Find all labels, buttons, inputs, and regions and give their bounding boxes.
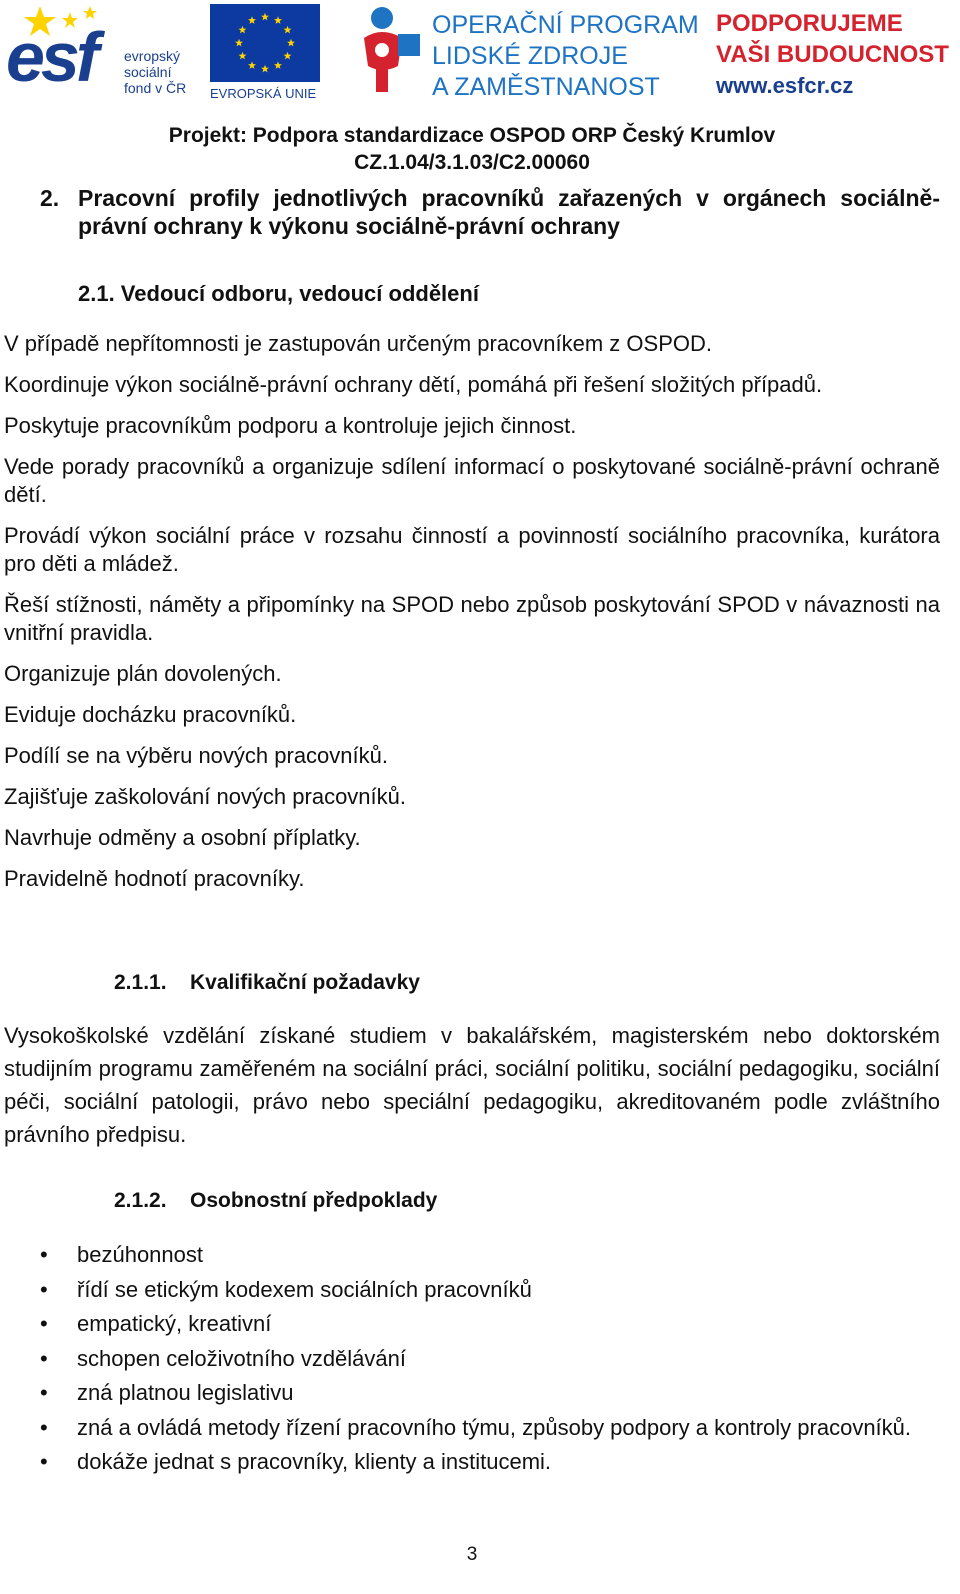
section-heading [4,184,940,240]
document-header [0,0,960,120]
personal-list [4,1241,940,1476]
personal-heading [4,1187,940,1215]
qualification-text: Vysokoškolské vzdělání získané studiem v bakalářském, magisterském nebo doktorském studijním programu zaměřeném na sociální práci, sociální politiku, sociální pedagogiku, sociální péči, sociální patologii, právo nebo speciální pedagogiku, akreditovaném podle zvláštního právního předpisu. [4,1023,940,1147]
project-title: Projekt: Podpora standardizace OSPOD ORP Český Krumlov [168,124,776,147]
op-line-1: OPERAČNÍ PROGRAM [432,11,699,39]
duty-item: Koordinuje výkon sociálně-právní ochrany dětí, pomáhá při řešení složitých případů. [4,372,823,397]
list-item-text: dokáže jednat s pracovníky, klienty a institucemi. [77,1449,552,1474]
qualification-number: 2.1.1. [114,971,167,994]
eu-star-icon [238,52,246,60]
eu-star-icon [238,26,246,34]
project-block [0,122,944,176]
list-item-text: bezúhonnost [77,1242,203,1267]
list-item-text: empatický, kreativní [77,1311,272,1336]
bullet-icon: • [40,1449,48,1474]
esf-line-1: evropský [124,48,181,64]
esf-logo [6,4,202,100]
duties-list [4,330,940,893]
esf-line-2: sociální [124,64,172,80]
eu-star-icon [261,13,269,21]
eu-star-icon [284,52,292,60]
list-item-text: zná platnou legislativu [77,1380,294,1405]
list-item [4,1241,940,1269]
esf-line-3: fond v ČR [124,80,187,96]
bullet-icon: • [40,1380,48,1405]
list-item [4,1414,940,1442]
project-code: CZ.1.04/3.1.03/C2.00060 [354,151,590,174]
duty-item: Řeší stížnosti, náměty a připomínky na SPOD nebo způsob poskytování SPOD v návaznosti na vnitřní pravidla. [4,592,940,645]
duty-item: V případě nepřítomnosti je zastupován určeným pracovníkem z OSPOD. [4,331,712,356]
section-number: 2. [40,185,60,211]
qualification-heading [4,969,940,997]
duty-item: Vede porady pracovníků a organizuje sdílení informací o poskytované sociálně-právní ochraně dětí. [4,454,940,507]
list-item [4,1276,940,1304]
duty-item: Eviduje docházku pracovníků. [4,702,297,727]
list-item [4,1310,940,1338]
list-item-text: zná a ovládá metody řízení pracovního týmu, způsoby podpory a kontroly pracovníků. [77,1414,912,1440]
eu-star-icon [287,39,295,47]
list-item-text: řídí se etickým kodexem sociálních pracovníků [77,1276,532,1302]
qualification-title: Kvalifikační požadavky [190,971,420,994]
support-logo [716,8,956,100]
personal-title: Osobnostní předpoklady [190,1189,438,1212]
duty-item: Pravidelně hodnotí pracovníky. [4,866,305,891]
op-line-3: A ZAMĚSTNANOST [432,73,660,101]
eu-flag-icon [210,4,320,82]
list-item [4,1448,940,1476]
eu-star-icon [284,26,292,34]
duty-item: Provádí výkon sociální práce v rozsahu činností a povinností sociálního pracovníka, kurátora pro děti a mládež. [4,523,940,576]
subsection-heading: 2.1. Vedoucí odboru, vedoucí oddělení [78,281,479,306]
op-logo [358,4,699,101]
eu-star-icon [248,61,256,69]
eu-star-icon [274,61,282,69]
bullet-icon: • [40,1276,48,1302]
eu-stars-icon [210,4,320,82]
section-title: Pracovní profily jednotlivých pracovníků zařazených v orgánech sociálně-právní ochrany k výkonu sociálně-právní ochrany [78,185,940,239]
duty-item: Navrhuje odměny a osobní příplatky. [4,825,361,850]
op-title [432,10,699,103]
eu-logo [210,4,322,100]
op-line-2: LIDSKÉ ZDROJE [432,42,628,70]
document-body [4,184,940,1483]
bullet-icon: • [40,1242,48,1267]
bullet-icon: • [40,1311,48,1336]
support-line-2: VAŠI BUDOUCNOST [716,41,949,68]
bullet-icon: • [40,1414,48,1440]
personal-number: 2.1.2. [114,1189,167,1212]
duty-item: Podílí se na výběru nových pracovníků. [4,743,388,768]
duty-item: Organizuje plán dovolených. [4,661,282,686]
duty-item: Poskytuje pracovníkům podporu a kontroluje jejich činnost. [4,413,577,438]
bullet-icon: • [40,1345,48,1371]
esf-wordmark: esf [6,18,96,96]
support-line-1: PODPORUJEME [716,10,903,37]
list-item-text: schopen celoživotního vzdělávání [77,1345,406,1371]
list-item [4,1345,940,1373]
eu-star-icon [274,16,282,24]
page-number: 3 [466,1544,478,1565]
list-item [4,1379,940,1407]
eu-label: EVROPSKÁ UNIE [210,86,317,101]
eu-star-icon [261,65,269,73]
eu-star-icon [248,16,256,24]
esf-subtitle [124,48,186,96]
support-url-link[interactable]: www.esfcr.cz [716,73,854,98]
eu-star-icon [235,39,243,47]
op-people-icon [358,4,428,96]
duty-item: Zajišťuje zaškolování nových pracovníků. [4,784,407,809]
